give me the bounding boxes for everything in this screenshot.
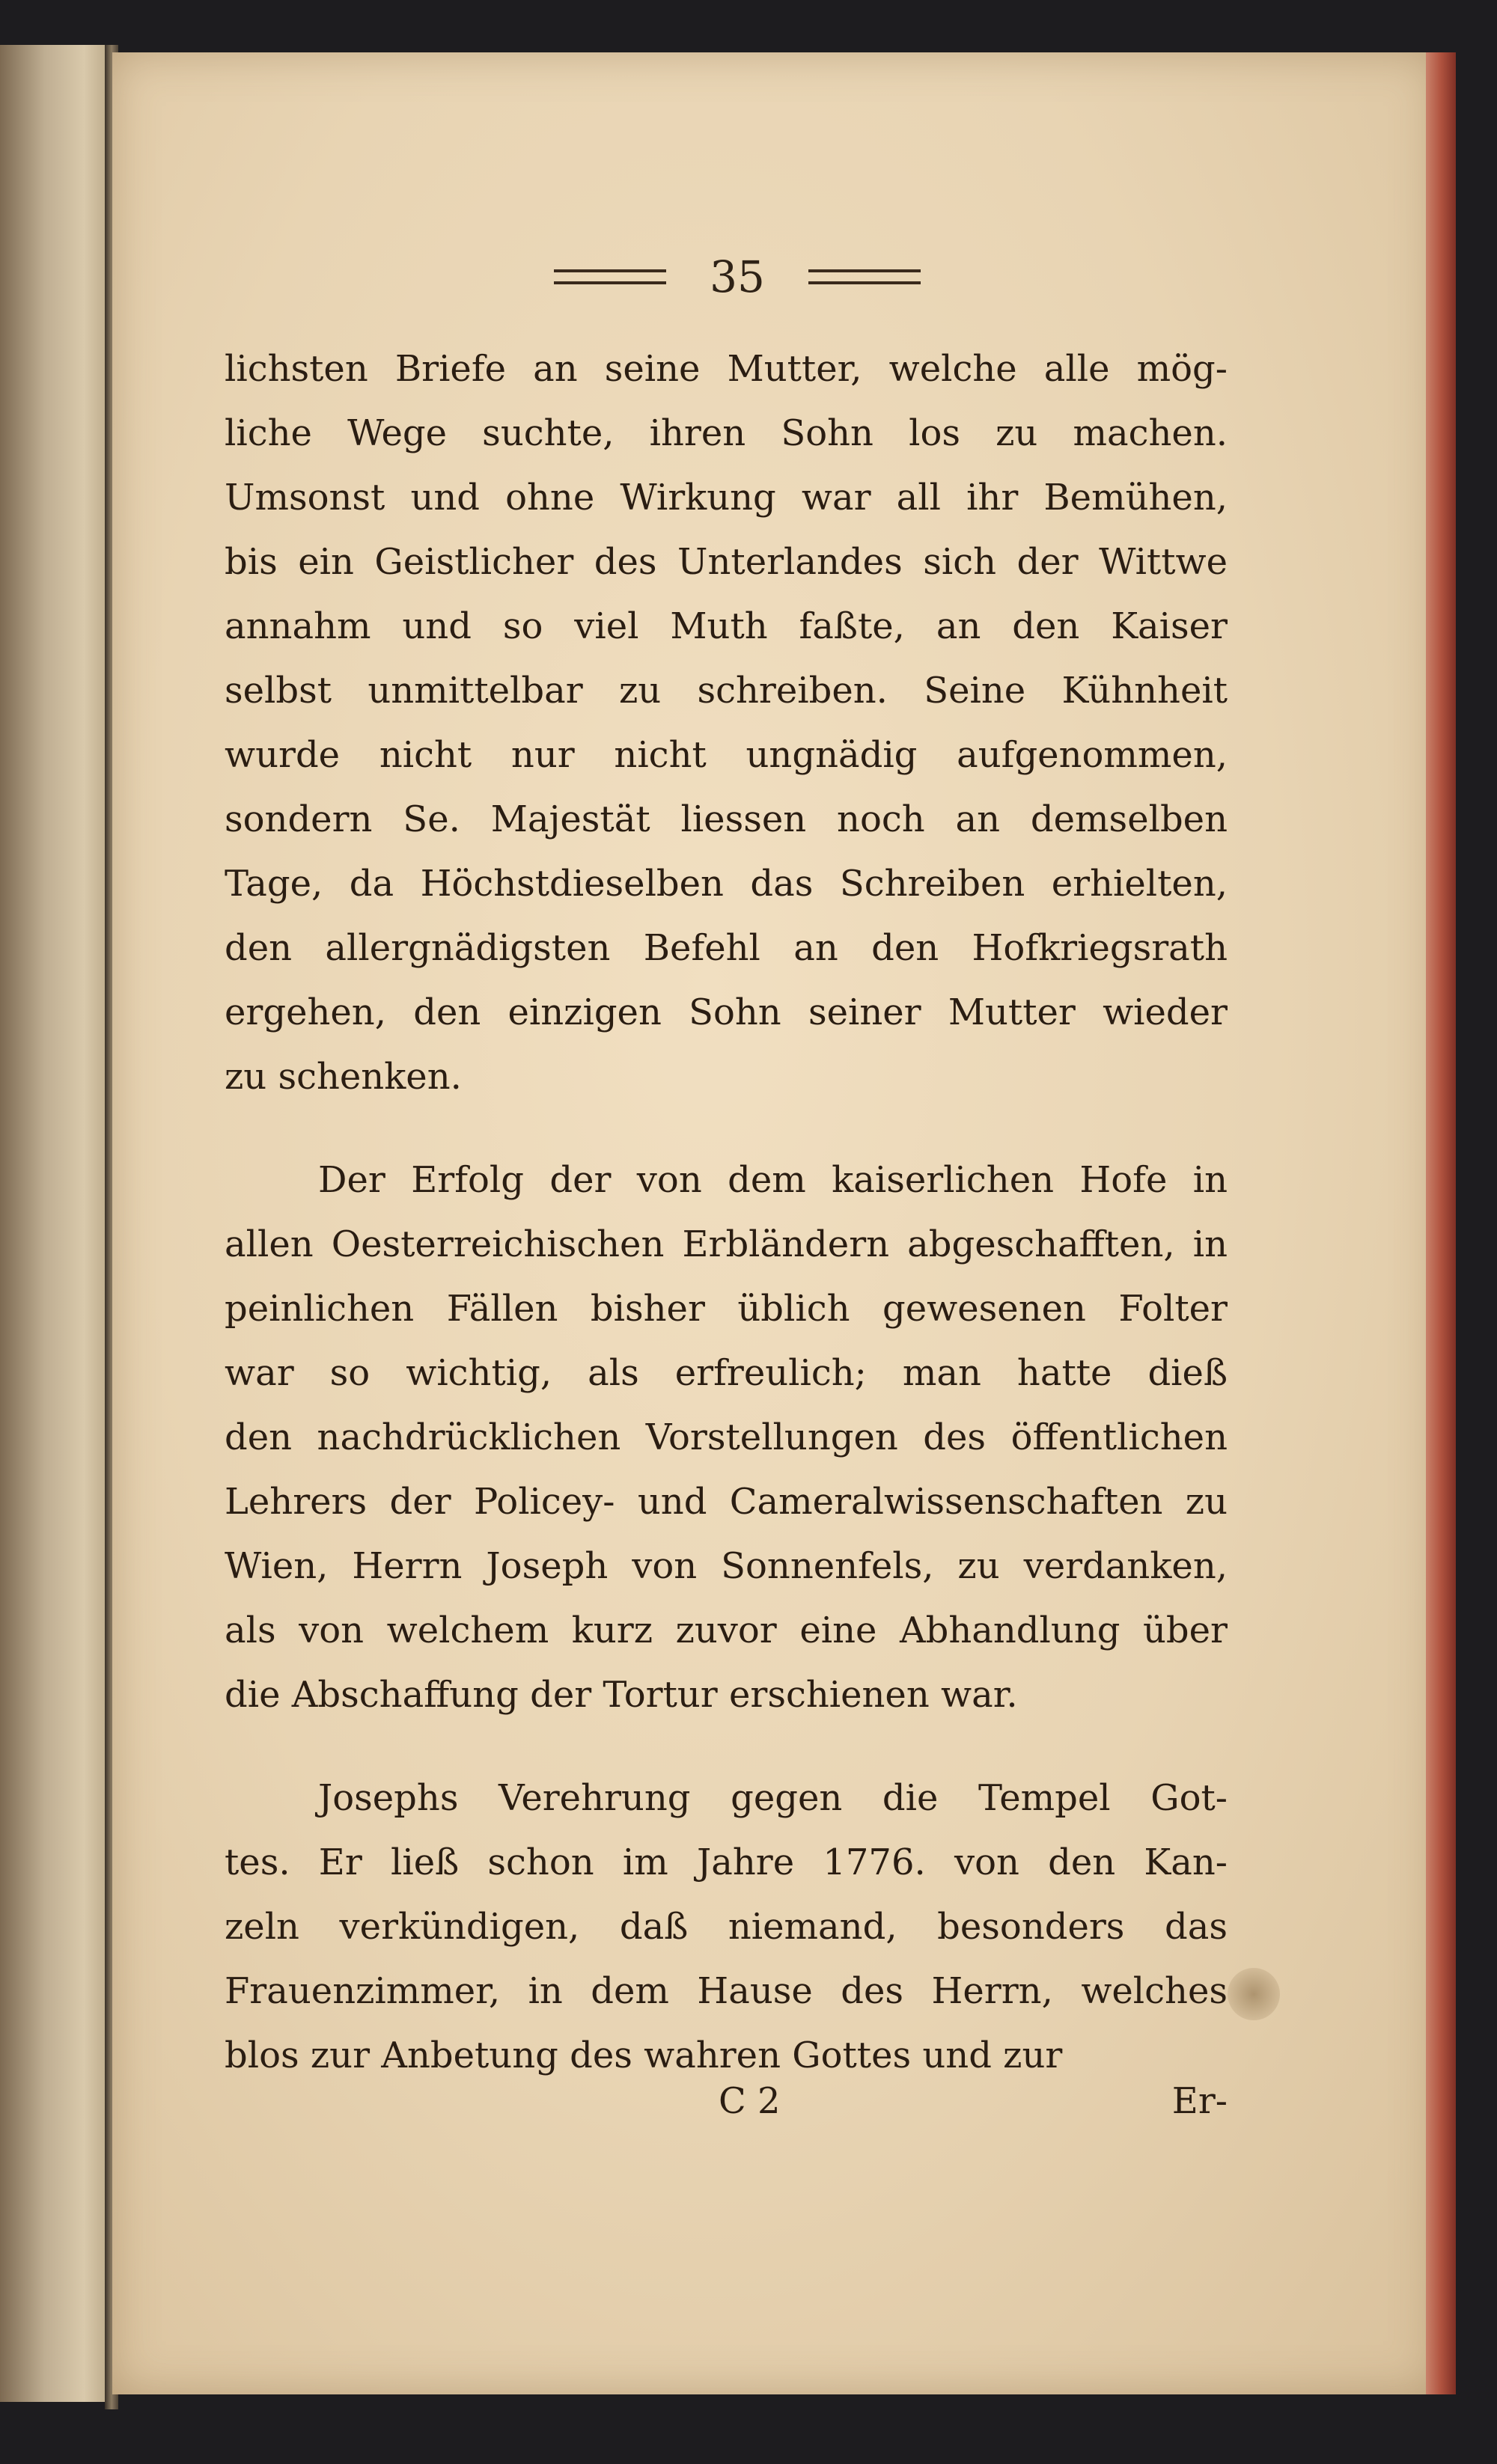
text-line: Frauenzimmer, in dem Hause des Herrn, welches [225, 1970, 1228, 2012]
text-line: annahm und so viel Muth faßte, an den Kaiser [225, 605, 1228, 647]
paragraph-gap [225, 1109, 1228, 1148]
text-line: den nachdrücklichen Vorstellungen des öffentlichen [225, 1416, 1228, 1458]
text-line: zeln verkündigen, daß niemand, besonders das [225, 1906, 1228, 1948]
text-line: Wien, Herrn Joseph von Sonnenfels, zu verdanken, [225, 1545, 1228, 1587]
text-line: den allergnädigsten Befehl an den Hofkriegsrath [225, 927, 1228, 969]
paragraph-gap [225, 1727, 1228, 1766]
text-line: liche Wege suchte, ihren Sohn los zu machen. [225, 412, 1228, 454]
header-rule-left [554, 269, 666, 284]
text-line: Lehrers der Policey- und Cameralwissenschaften zu [225, 1481, 1228, 1523]
text-line: war so wichtig, als erfreulich; man hatte dieß [225, 1352, 1228, 1394]
paragraph [225, 1148, 1228, 1727]
text-line: Josephs Verehrung gegen die Tempel Got- [318, 1777, 1228, 1819]
text-line: blos zur Anbetung des wahren Gottes und zur [225, 2035, 1063, 2076]
text-line: Tage, da Höchstdieselben das Schreiben erhielten, [225, 863, 1228, 905]
paragraph [225, 337, 1228, 1109]
catchword: Er- [1171, 2080, 1228, 2122]
text-line: bis ein Geistlicher des Unterlandes sich der Wittwe [225, 541, 1228, 583]
text-line: sondern Se. Majestät liessen noch an demselben [225, 798, 1228, 840]
text-line: die Abschaffung der Tortur erschienen war. [225, 1674, 1018, 1716]
text-line: ergehen, den einzigen Sohn seiner Mutter wieder [225, 991, 1228, 1033]
text-line: peinlichen Fällen bisher üblich gewesenen Folter [225, 1288, 1228, 1330]
text-line: Umsonst und ohne Wirkung war all ihr Bemühen, [225, 477, 1228, 519]
header-rule-right [808, 269, 921, 284]
text-line: Der Erfolg der von dem kaiserlichen Hofe in [318, 1159, 1228, 1201]
text-line: tes. Er ließ schon im Jahre 1776. von den Kan- [225, 1841, 1228, 1883]
text-line: allen Oesterreichischen Erbländern abgeschafften, in [225, 1223, 1228, 1265]
text-line: lichsten Briefe an seine Mutter, welche alle mög- [225, 348, 1228, 390]
text-line: zu schenken. [225, 1056, 462, 1098]
body-text [225, 337, 1228, 2088]
text-line: als von welchem kurz zuvor eine Abhandlung über [225, 1609, 1228, 1651]
left-page-edge [0, 45, 112, 2402]
text-line: selbst unmittelbar zu schreiben. Seine Kühnheit [225, 670, 1228, 712]
signature-mark: C 2 [719, 2080, 781, 2122]
paper-stain [1228, 1968, 1280, 2020]
text-line: wurde nicht nur nicht ungnädig aufgenommen, [225, 734, 1228, 776]
page-number: 35 [710, 251, 765, 302]
page-footer [225, 2080, 1228, 2140]
page-header [554, 247, 921, 307]
paragraph [225, 1766, 1228, 2088]
red-page-edge [1426, 52, 1456, 2394]
